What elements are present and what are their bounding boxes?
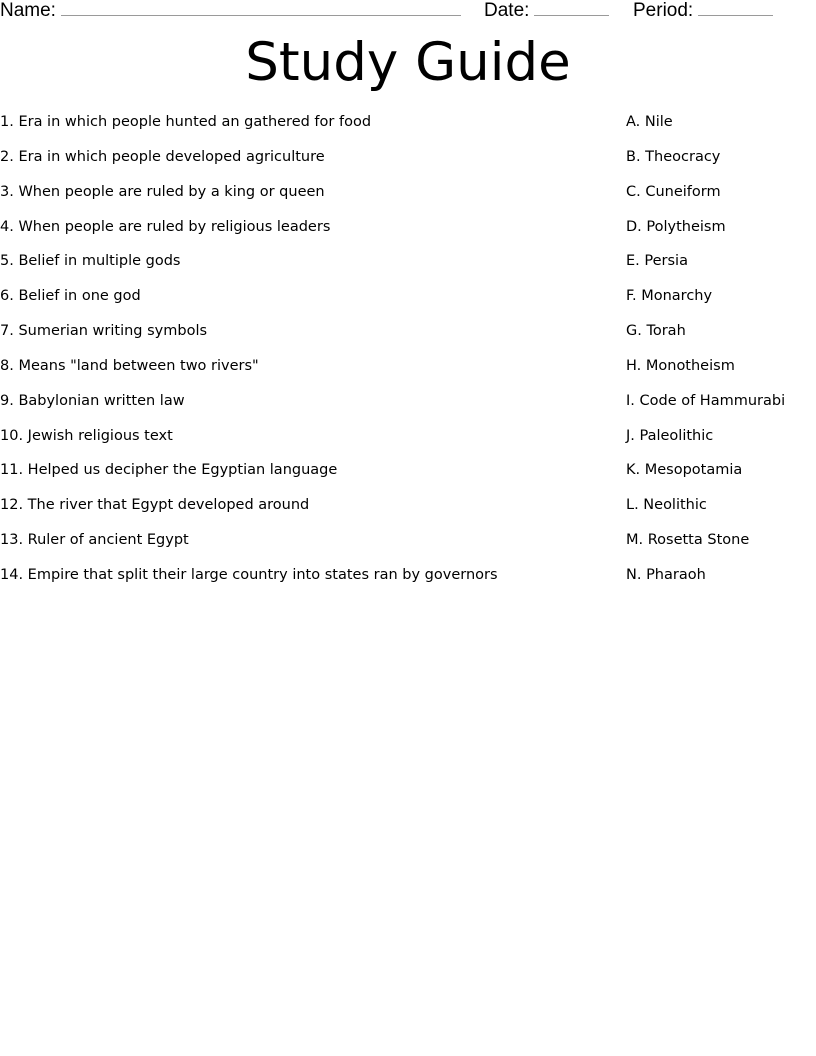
clue-text: 6. Belief in one god — [0, 288, 141, 305]
clue-text: 8. Means "land between two rivers" — [0, 357, 259, 374]
clue-text: 3. When people are ruled by a king or queen — [0, 183, 325, 200]
list-item — [0, 565, 816, 600]
period-label: Period: — [633, 0, 694, 21]
list-item — [0, 286, 816, 321]
list-item — [0, 321, 816, 356]
clue-text: 9. Babylonian written law — [0, 392, 185, 409]
header-line — [0, 0, 816, 24]
answer-option: G. Torah — [626, 323, 686, 340]
name-blank-line[interactable] — [61, 0, 461, 16]
list-item — [0, 426, 816, 461]
clue-text: 5. Belief in multiple gods — [0, 253, 181, 270]
list-item — [0, 147, 816, 182]
answer-option: C. Cuneiform — [626, 183, 721, 200]
answer-option: J. Paleolithic — [626, 427, 714, 444]
clue-text: 1. Era in which people hunted an gathered for food — [0, 114, 372, 130]
answer-option: I. Code of Hammurabi — [626, 392, 786, 409]
clue-text: 7. Sumerian writing symbols — [0, 323, 208, 340]
answer-option: L. Neolithic — [626, 497, 707, 514]
clue-text: 12. The river that Egypt developed around — [0, 497, 310, 514]
list-item — [0, 112, 816, 147]
answer-option: E. Persia — [626, 253, 688, 270]
answer-option: D. Polytheism — [626, 218, 726, 235]
clue-text: 14. Empire that split their large country into states ran by governors — [0, 566, 498, 583]
clue-text: 10. Jewish religious text — [0, 427, 173, 444]
clue-text: 13. Ruler of ancient Egypt — [0, 532, 189, 549]
period-field[interactable] — [633, 0, 773, 21]
list-item — [0, 391, 816, 426]
answer-option: M. Rosetta Stone — [626, 532, 750, 549]
answer-option: H. Monotheism — [626, 357, 735, 374]
list-item — [0, 495, 816, 530]
answer-option: A. Nile — [626, 114, 673, 130]
list-item — [0, 460, 816, 495]
list-item — [0, 251, 816, 286]
date-label: Date: — [484, 0, 530, 21]
answer-option: N. Pharaoh — [626, 566, 706, 583]
answer-option: K. Mesopotamia — [626, 462, 743, 479]
answer-option: B. Theocracy — [626, 148, 721, 165]
date-field[interactable] — [484, 0, 609, 21]
list-item — [0, 217, 816, 252]
answer-option: F. Monarchy — [626, 288, 713, 305]
period-blank-line[interactable] — [698, 0, 773, 16]
date-blank-line[interactable] — [534, 0, 609, 16]
clue-text: 2. Era in which people developed agriculture — [0, 148, 325, 165]
list-item — [0, 356, 816, 391]
clue-text: 4. When people are ruled by religious leaders — [0, 218, 331, 235]
name-label: Name: — [0, 0, 56, 21]
name-field[interactable] — [0, 0, 461, 21]
matching-list — [0, 112, 816, 600]
list-item — [0, 182, 816, 217]
page-title: Study Guide — [245, 32, 571, 93]
clue-text: 11. Helped us decipher the Egyptian language — [0, 462, 338, 479]
list-item — [0, 530, 816, 565]
